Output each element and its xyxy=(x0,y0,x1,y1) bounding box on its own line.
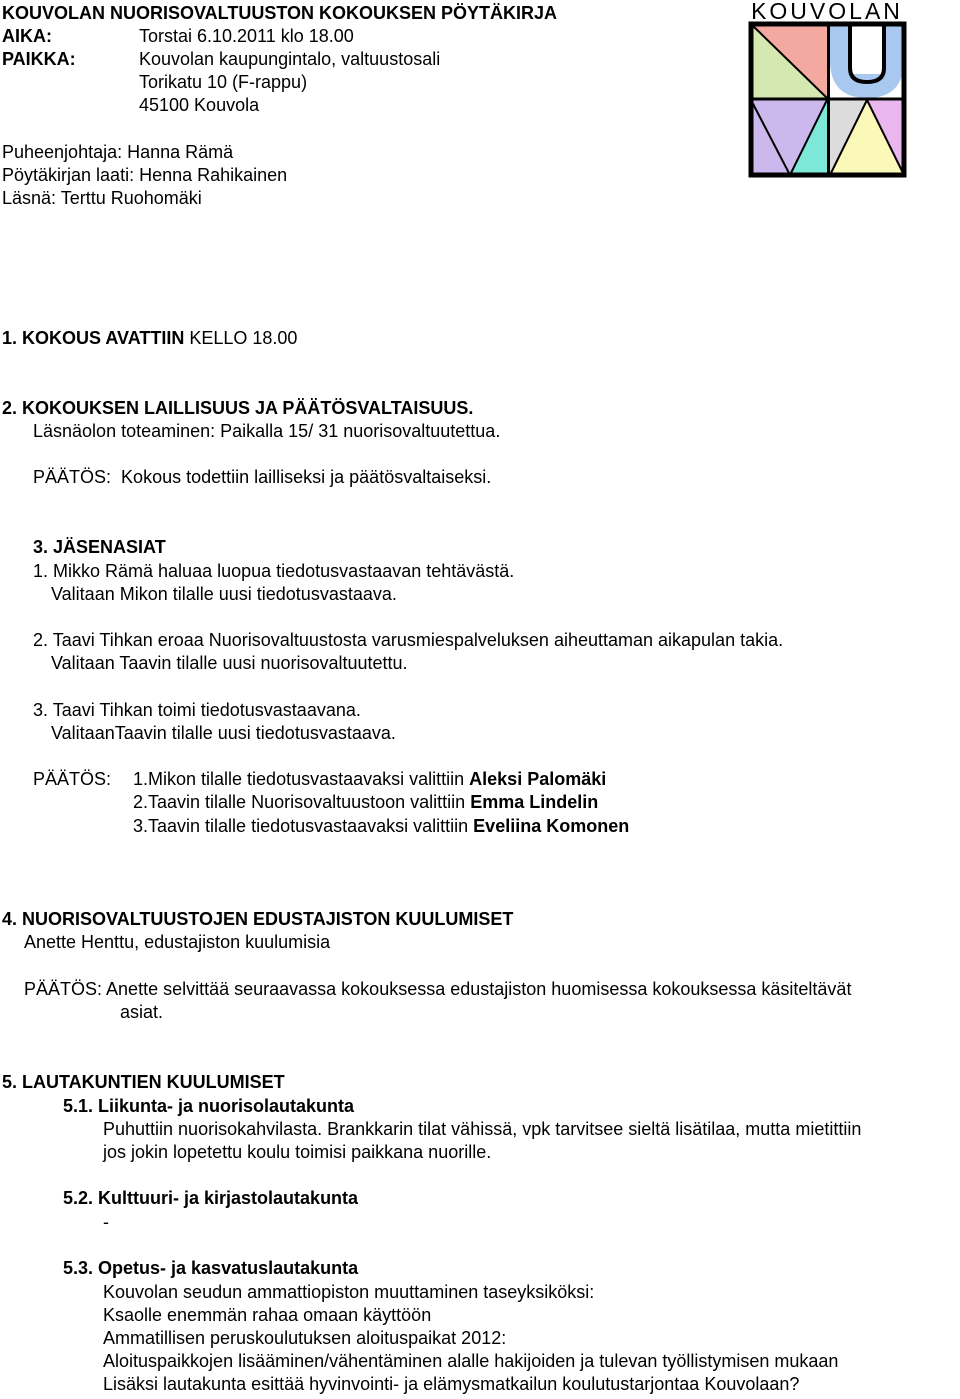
logo-wordmark: KOUVOLAN xyxy=(751,0,903,24)
paatos-text: Kokous todettiin lailliseksi ja päätösvaltaiseksi. xyxy=(121,467,492,487)
paikka-line-3: 45100 Kouvola xyxy=(139,95,260,115)
section-5-1-line2: jos jokin lopetettu koulu toimisi paikkana nuorille. xyxy=(103,1142,492,1162)
aika-value: Torstai 6.10.2011 klo 18.00 xyxy=(139,26,354,46)
paikka-line-1: Kouvolan kaupungintalo, valtuustosali xyxy=(139,49,441,69)
section-5-1-title: 5.1. Liikunta- ja nuorisolautakunta xyxy=(63,1096,355,1116)
s3-decision-2 xyxy=(133,791,598,813)
paatos-label: PÄÄTÖS: xyxy=(33,467,112,487)
section-5-3-line1: Kouvolan seudun ammattiopiston muuttaminen taseyksiköksi: xyxy=(103,1282,595,1302)
aika-label: AIKA: xyxy=(2,26,52,46)
section-1-num: 1. xyxy=(2,328,18,348)
section-2-title: 2. KOKOUKSEN LAILLISUUS JA PÄÄTÖSVALTAISUUS. xyxy=(2,398,474,418)
kouvola-logo xyxy=(744,0,910,180)
section-4-line1: Anette Henttu, edustajiston kuulumisia xyxy=(24,932,331,952)
section-4-paatos xyxy=(24,978,851,1000)
decision-name: Eveliina Komonen xyxy=(473,816,630,836)
paatos-label: PÄÄTÖS: xyxy=(24,979,103,999)
s3-item3-line1: 3. Taavi Tihkan toimi tiedotusvastaavana. xyxy=(33,700,361,720)
decision-name: Aleksi Palomäki xyxy=(469,769,607,789)
decision-text: 3.Taavin tilalle tiedotusvastaavaksi valittiin xyxy=(133,816,474,836)
section-2-line1: Läsnäolon toteaminen: Paikalla 15/ 31 nuorisovaltuutettua. xyxy=(33,421,501,441)
section-1-heading xyxy=(2,327,297,349)
section-2-paatos xyxy=(33,466,491,488)
section-3-title: 3. JÄSENASIAT xyxy=(33,537,166,557)
section-1-title-rest: KELLO 18.00 xyxy=(184,328,298,348)
section-5-1-line1: Puhuttiin nuorisokahvilasta. Brankkarin tilat vähissä, vpk tarvitsee sieltä lisätilaa, mutta mietittiin xyxy=(103,1119,862,1139)
section-5-2-title: 5.2. Kulttuuri- ja kirjastolautakunta xyxy=(63,1188,359,1208)
paikka-line-2: Torikatu 10 (F-rappu) xyxy=(139,72,308,92)
section-5-3-line3: Ammatillisen peruskoulutuksen aloituspaikat 2012: xyxy=(103,1328,507,1348)
section-4-title: 4. NUORISOVALTUUSTOJEN EDUSTAJISTON KUULUMISET xyxy=(2,909,514,929)
decision-text: 2.Taavin tilalle Nuorisovaltuustoon valittiin xyxy=(133,792,471,812)
decision-text: 1.Mikon tilalle tiedotusvastaavaksi valittiin xyxy=(133,769,470,789)
puheenjohtaja: Puheenjohtaja: Hanna Rämä xyxy=(2,142,234,162)
lasna: Läsnä: Terttu Ruohomäki xyxy=(2,188,202,208)
logo-emblem xyxy=(744,0,910,180)
s3-decision-3 xyxy=(133,815,629,837)
poytakirjan-laati: Pöytäkirjan laati: Henna Rahikainen xyxy=(2,165,288,185)
s3-item2-line2: Valitaan Taavin tilalle uusi nuorisovaltuutettu. xyxy=(51,653,408,673)
section-4-paatos-cont: asiat. xyxy=(120,1002,164,1022)
s3-item1-line1: 1. Mikko Rämä haluaa luopua tiedotusvastaavan tehtävästä. xyxy=(33,561,515,581)
s3-item1-line2: Valitaan Mikon tilalle uusi tiedotusvastaava. xyxy=(51,584,397,604)
s3-item3-line2: ValitaanTaavin tilalle uusi tiedotusvastaava. xyxy=(51,723,396,743)
paikka-label: PAIKKA: xyxy=(2,49,76,69)
section-5-3-line2: Ksaolle enemmän rahaa omaan käyttöön xyxy=(103,1305,432,1325)
section-5-3-line4: Aloituspaikkojen lisääminen/vähentäminen alalle hakijoiden ja tulevan työllistymisen mukaan xyxy=(103,1351,839,1371)
section-5-3-title: 5.3. Opetus- ja kasvatuslautakunta xyxy=(63,1258,359,1278)
s3-item2-line1: 2. Taavi Tihkan eroaa Nuorisovaltuustosta varusmiespalveluksen aiheuttaman aikapulan takia. xyxy=(33,630,784,650)
section-5-title: 5. LAUTAKUNTIEN KUULUMISET xyxy=(2,1072,285,1092)
paatos-text: Anette selvittää seuraavassa kokouksessa edustajiston huomisessa kokouksessa käsiteltävät xyxy=(102,979,852,999)
section-5-2-dash: - xyxy=(103,1212,109,1232)
decision-name: Emma Lindelin xyxy=(470,792,599,812)
s3-paatos-label: PÄÄTÖS: xyxy=(33,769,112,789)
section-5-3-line5: Lisäksi lautakunta esittää hyvinvointi- ja elämysmatkailun koulutustarjontaa Kouvolaan? xyxy=(103,1374,800,1394)
document-title: KOUVOLAN NUORISOVALTUUSTON KOKOUKSEN PÖYTÄKIRJA xyxy=(2,3,558,23)
section-1-title-bold: KOKOUS AVATTIIN xyxy=(22,328,185,348)
s3-decision-1 xyxy=(133,768,606,790)
